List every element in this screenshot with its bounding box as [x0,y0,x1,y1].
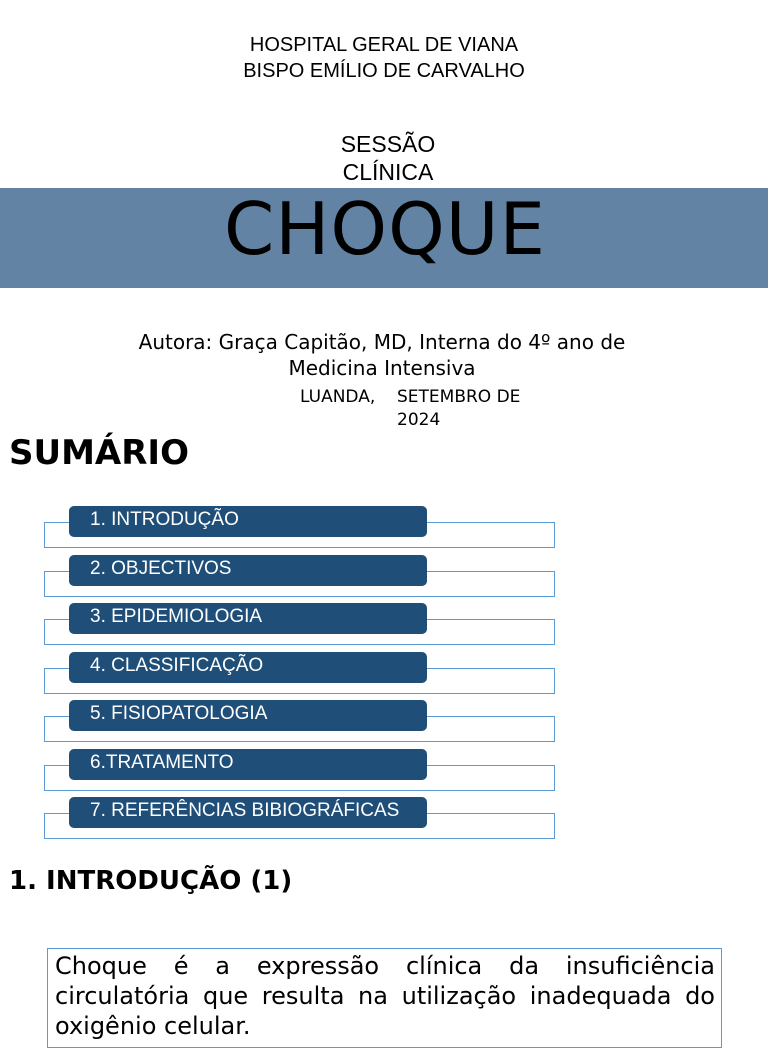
introduction-heading: 1. INTRODUÇÃO (1) [9,866,293,896]
place-label: LUANDA, [300,387,376,407]
page-title: CHOQUE [224,187,546,271]
summary-item-classificacao[interactable]: 4. CLASSIFICAÇÃO [69,652,427,683]
definition-text: Choque é a expressão clínica da insuficiência circulatória que resulta na utilização inadequada do oxigênio celular. [55,952,715,1040]
definition-box [47,948,722,1048]
author-line2: Medicina Intensiva [288,356,476,380]
summary-item-referencias[interactable]: 7. REFERÊNCIAS BIBIOGRÁFICAS [69,797,427,828]
date-line1: SETEMBRO DE [397,387,521,407]
summary-heading: SUMÁRIO [9,433,189,473]
place-date [300,386,547,432]
hospital-name-line1: HOSPITAL GERAL DE VIANA [249,34,519,56]
session-label [0,130,768,186]
session-label-line2: CLÍNICA [342,159,434,185]
summary-item-fisiopatologia[interactable]: 5. FISIOPATOLOGIA [69,700,427,731]
date-line2: 2024 [397,410,441,430]
hospital-name-line2: BISPO EMÍLIO DE CARVALHO [243,60,525,82]
author-block [96,329,668,381]
summary-item-epidemiologia[interactable]: 3. EPIDEMIOLOGIA [69,603,427,634]
date-label [397,386,547,432]
session-label-line1: SESSÃO [340,131,436,157]
summary-item-introducao[interactable]: 1. INTRODUÇÃO [69,506,427,537]
author-line1: Autora: Graça Capitão, MD, Interna do 4º ano de [138,330,626,354]
summary-item-objectivos[interactable]: 2. OBJECTIVOS [69,555,427,586]
hospital-name [0,32,768,84]
summary-item-tratamento[interactable]: 6.TRATAMENTO [69,749,427,780]
